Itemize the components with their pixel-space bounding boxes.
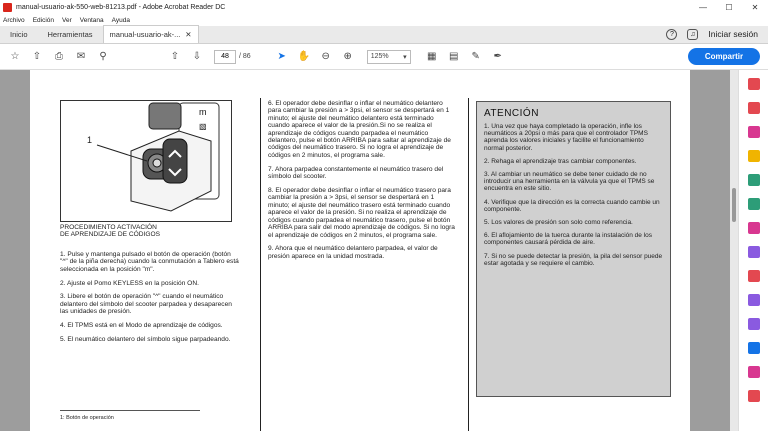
- zoom-select[interactable]: [367, 50, 411, 64]
- attention-title: ATENCIÓN: [484, 108, 539, 119]
- column-divider: [468, 98, 469, 431]
- signin-link[interactable]: Iniciar sesión: [708, 29, 758, 39]
- svg-text:▧: ▧: [199, 122, 207, 131]
- upload-icon[interactable]: ⇧: [32, 51, 42, 62]
- export-pdf-icon[interactable]: [748, 78, 760, 90]
- fill-sign-icon[interactable]: [748, 294, 760, 306]
- list-item: 6. El operador debe desinflar o inflar el neumático delantero para cambiar la presión a > 3psi, el sensor se despertará en 1 minuto; el ajuste del neumático delantero está terminado cuando aparece el valor de la presión.Si no se realiza el aprendizaje de códigos cuando parpadea el neumático delantero, pulse el botón ARRIBA para saltar al aprendizaje de códigos del neumático trasero. Si no logra el aprendizaje de códigos en 2 minutos, el programa sale.: [268, 100, 451, 159]
- footnote: 1: Botón de operación: [60, 415, 114, 421]
- page-down-icon[interactable]: ⇩: [192, 51, 202, 62]
- maximize-button[interactable]: ☐: [725, 2, 733, 12]
- list-item: 5. El neumático delantero del símbolo sigue parpadeando.: [60, 336, 231, 344]
- attention-box: [476, 101, 671, 397]
- window-title: manual-usuario-ak-550-web-81213.pdf - Adobe Acrobat Reader DC: [16, 3, 226, 11]
- page-number-input[interactable]: [214, 50, 236, 64]
- more-tools-icon[interactable]: [748, 366, 760, 378]
- list-item: 1. Una vez que haya completado la operación, infle los neumáticos a 20psi o más para que el controlador TPMS aprenda los valores iniciales y facilite el funcionamiento normal posterior.: [484, 123, 648, 152]
- sign-icon[interactable]: ✒: [493, 51, 502, 62]
- middle-column-text: [268, 100, 456, 267]
- title-bar: [0, 0, 768, 14]
- cursor-icon[interactable]: ➤: [277, 51, 286, 62]
- organize-pages-icon[interactable]: [748, 198, 760, 210]
- print-icon[interactable]: ⎙: [55, 51, 63, 62]
- switch-illustration: [61, 101, 231, 221]
- zoom-out-icon[interactable]: ⊖: [321, 51, 330, 62]
- email-icon[interactable]: ✉: [76, 51, 86, 62]
- send-sign-icon[interactable]: [748, 318, 760, 330]
- pen-icon[interactable]: ✎: [471, 51, 480, 62]
- list-item: 8. El operador debe desinflar o inflar el neumático trasero para cambiar la presión a > 3psi, el sensor se despertará en 1 minuto; el ajuste del neumático trasero está terminado cuando aparece el valor de la presión. Si no realiza el aprendizaje de códigos cuando parpadea el neumático trasero, pulse el botón ARRIBA para salir del modo aprendizaje de códigos. Si no logra el aprendizaje de códigos en 2 minutos, el programa sale.: [268, 187, 455, 239]
- tab-herramientas[interactable]: Herramientas: [47, 29, 93, 39]
- list-item: 9. Ahora que el neumático delantero parpadea, el valor de presión aparece en la unidad mostrada.: [268, 245, 438, 260]
- menu-ayuda[interactable]: Ayuda: [111, 16, 130, 24]
- handlebar-switch-figure: [60, 100, 232, 222]
- share-tool-icon[interactable]: [748, 390, 760, 402]
- tab-inicio[interactable]: Inicio: [10, 29, 28, 39]
- procedure-heading-line1: PROCEDIMIENTO ACTIVACIÓN: [60, 224, 157, 231]
- hand-icon[interactable]: ✋: [297, 51, 310, 62]
- redact-icon[interactable]: [748, 222, 760, 234]
- tab-document[interactable]: [103, 25, 199, 43]
- list-item: 3. Al cambiar un neumático se debe tener cuidado de no introducir una herramienta en la válvula ya que el TPMS se encuentra en este sitio.: [484, 171, 655, 193]
- procedure-heading-line2: DE APRENDIZAJE DE CÓDIGOS: [60, 231, 161, 239]
- menu-archivo[interactable]: Archivo: [3, 16, 25, 24]
- create-pdf-icon[interactable]: [748, 102, 760, 114]
- page-up-icon[interactable]: ⇧: [170, 51, 180, 62]
- left-column-text: [60, 224, 240, 350]
- list-item: 4. El TPMS está en el Modo de aprendizaje de códigos.: [60, 322, 223, 330]
- pdf-page: [30, 70, 690, 431]
- comment-icon[interactable]: ▤: [448, 51, 459, 62]
- menu-ver[interactable]: Ver: [62, 16, 72, 24]
- fit-page-icon[interactable]: ▦: [426, 51, 437, 62]
- chevron-down-icon: ▾: [403, 53, 407, 61]
- page-total: / 86: [239, 53, 251, 60]
- share-label: Compartir: [704, 52, 744, 61]
- scan-icon[interactable]: [748, 342, 760, 354]
- vertical-scrollbar[interactable]: [730, 70, 738, 431]
- list-item: 1. Pulse y mantenga pulsado el botón de operación (botón "^" de la piña derecha) cuando la conmutación a Tablero está seleccionada en la posición "m".: [60, 250, 239, 273]
- combine-files-icon[interactable]: [748, 174, 760, 186]
- list-item: 7. Si no se puede detectar la presión, la pila del sensor puede estar agotada y se requiere el cambio.: [484, 252, 663, 267]
- compress-icon[interactable]: [748, 270, 760, 282]
- document-viewport[interactable]: [0, 70, 730, 431]
- close-button[interactable]: ✕: [751, 2, 759, 12]
- bell-icon[interactable]: ♫: [687, 29, 698, 40]
- footnote-divider: [60, 410, 200, 411]
- column-divider: [260, 98, 261, 431]
- toolbar: [0, 44, 768, 70]
- page-navigator: [214, 50, 251, 64]
- zoom-in-icon[interactable]: ⊕: [343, 51, 352, 62]
- search-icon[interactable]: ⚲: [99, 51, 107, 62]
- menu-edicion[interactable]: Edición: [32, 16, 55, 24]
- comment-tool-icon[interactable]: [748, 150, 760, 162]
- list-item: 2. Ajuste el Pomo KEYLESS en la posición ON.: [60, 279, 199, 287]
- svg-text:m: m: [199, 107, 207, 117]
- close-tab-icon[interactable]: ✕: [185, 30, 192, 39]
- list-item: 3. Libere el botón de operación "^" cuando el neumático delantero del símbolo del scooter parpadea y desaparecen las unidades de presión.: [60, 293, 232, 316]
- scrollbar-thumb[interactable]: [732, 188, 736, 222]
- list-item: 6. El aflojamiento de la tuerca durante la instalación de los componentes causará pérdida de aire.: [484, 232, 653, 247]
- protect-icon[interactable]: [748, 246, 760, 258]
- tab-document-label: manual-usuario-ak-...: [109, 30, 181, 39]
- bookmark-icon[interactable]: ☆: [10, 51, 20, 62]
- minimize-button[interactable]: —: [699, 2, 707, 12]
- list-item: 7. Ahora parpadea constantemente el neumático trasero del símbolo del scooter.: [268, 165, 444, 181]
- share-button[interactable]: [688, 48, 760, 65]
- menu-ventana[interactable]: Ventana: [79, 16, 104, 24]
- edit-pdf-icon[interactable]: [748, 126, 760, 138]
- tab-bar: [0, 26, 768, 44]
- list-item: 4. Verifique que la dirección es la correcta cuando cambie un componente.: [484, 198, 660, 213]
- tools-sidebar: [738, 70, 768, 431]
- acrobat-icon: [3, 3, 12, 12]
- list-item: 5. Los valores de presión son solo como referencia.: [484, 219, 633, 227]
- figure-callout-number: 1: [87, 135, 93, 145]
- list-item: 2. Rehaga el aprendizaje tras cambiar componentes.: [484, 157, 637, 165]
- zoom-value: 125%: [370, 53, 389, 60]
- help-icon[interactable]: ?: [666, 29, 677, 40]
